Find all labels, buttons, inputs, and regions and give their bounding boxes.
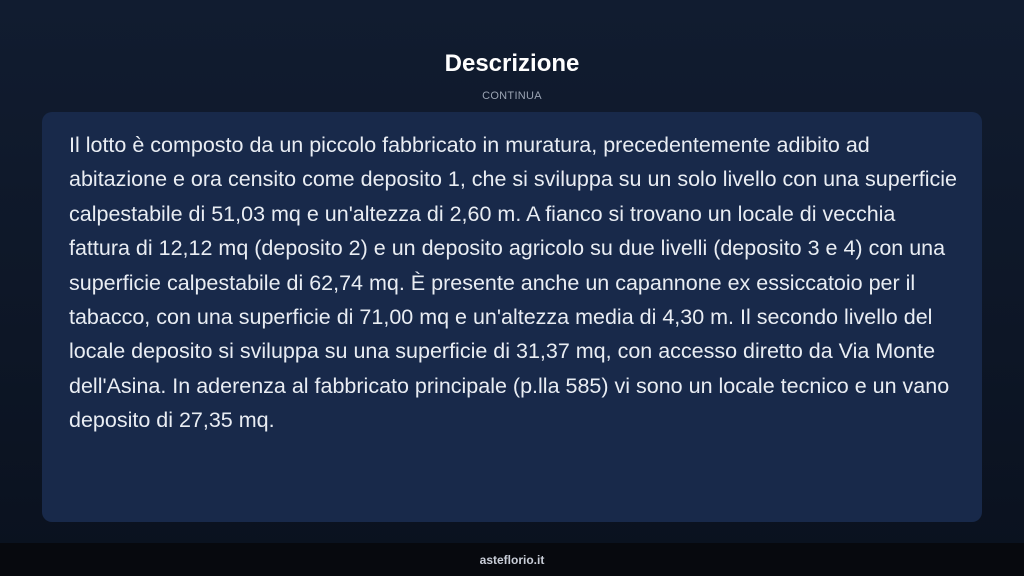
footer-site-name: asteflorio.it	[479, 552, 545, 567]
page-subtitle: CONTINUA	[482, 90, 542, 102]
page-title: Descrizione	[444, 50, 580, 77]
footer-bar	[0, 543, 1024, 576]
description-text: Il lotto è composto da un piccolo fabbricato in muratura, precedentemente adibito ad abitazione e ora censito come deposito 1, che si sviluppa su un solo livello con una superficie calpestabile di 51,03 mq e un'altezza di 2,60 m. A fianco si trovano un locale di vecchia fattura di 12,12 mq (deposito 2) e un deposito agricolo su due livelli (deposito 3 e 4) con una superficie calpestabile di 62,74 mq. È presente anche un capannone ex essiccatoio per il tabacco, con una superficie di 71,00 mq e un'altezza media di 4,30 m. Il secondo livello del locale deposito si sviluppa su una superficie di 31,37 mq, con accesso diretto da Via Monte dell'Asina. In aderenza al fabbricato principale (p.lla 585) vi sono un locale tecnico e un vano deposito di 27,35 mq.	[69, 133, 957, 433]
description-card	[42, 112, 982, 522]
